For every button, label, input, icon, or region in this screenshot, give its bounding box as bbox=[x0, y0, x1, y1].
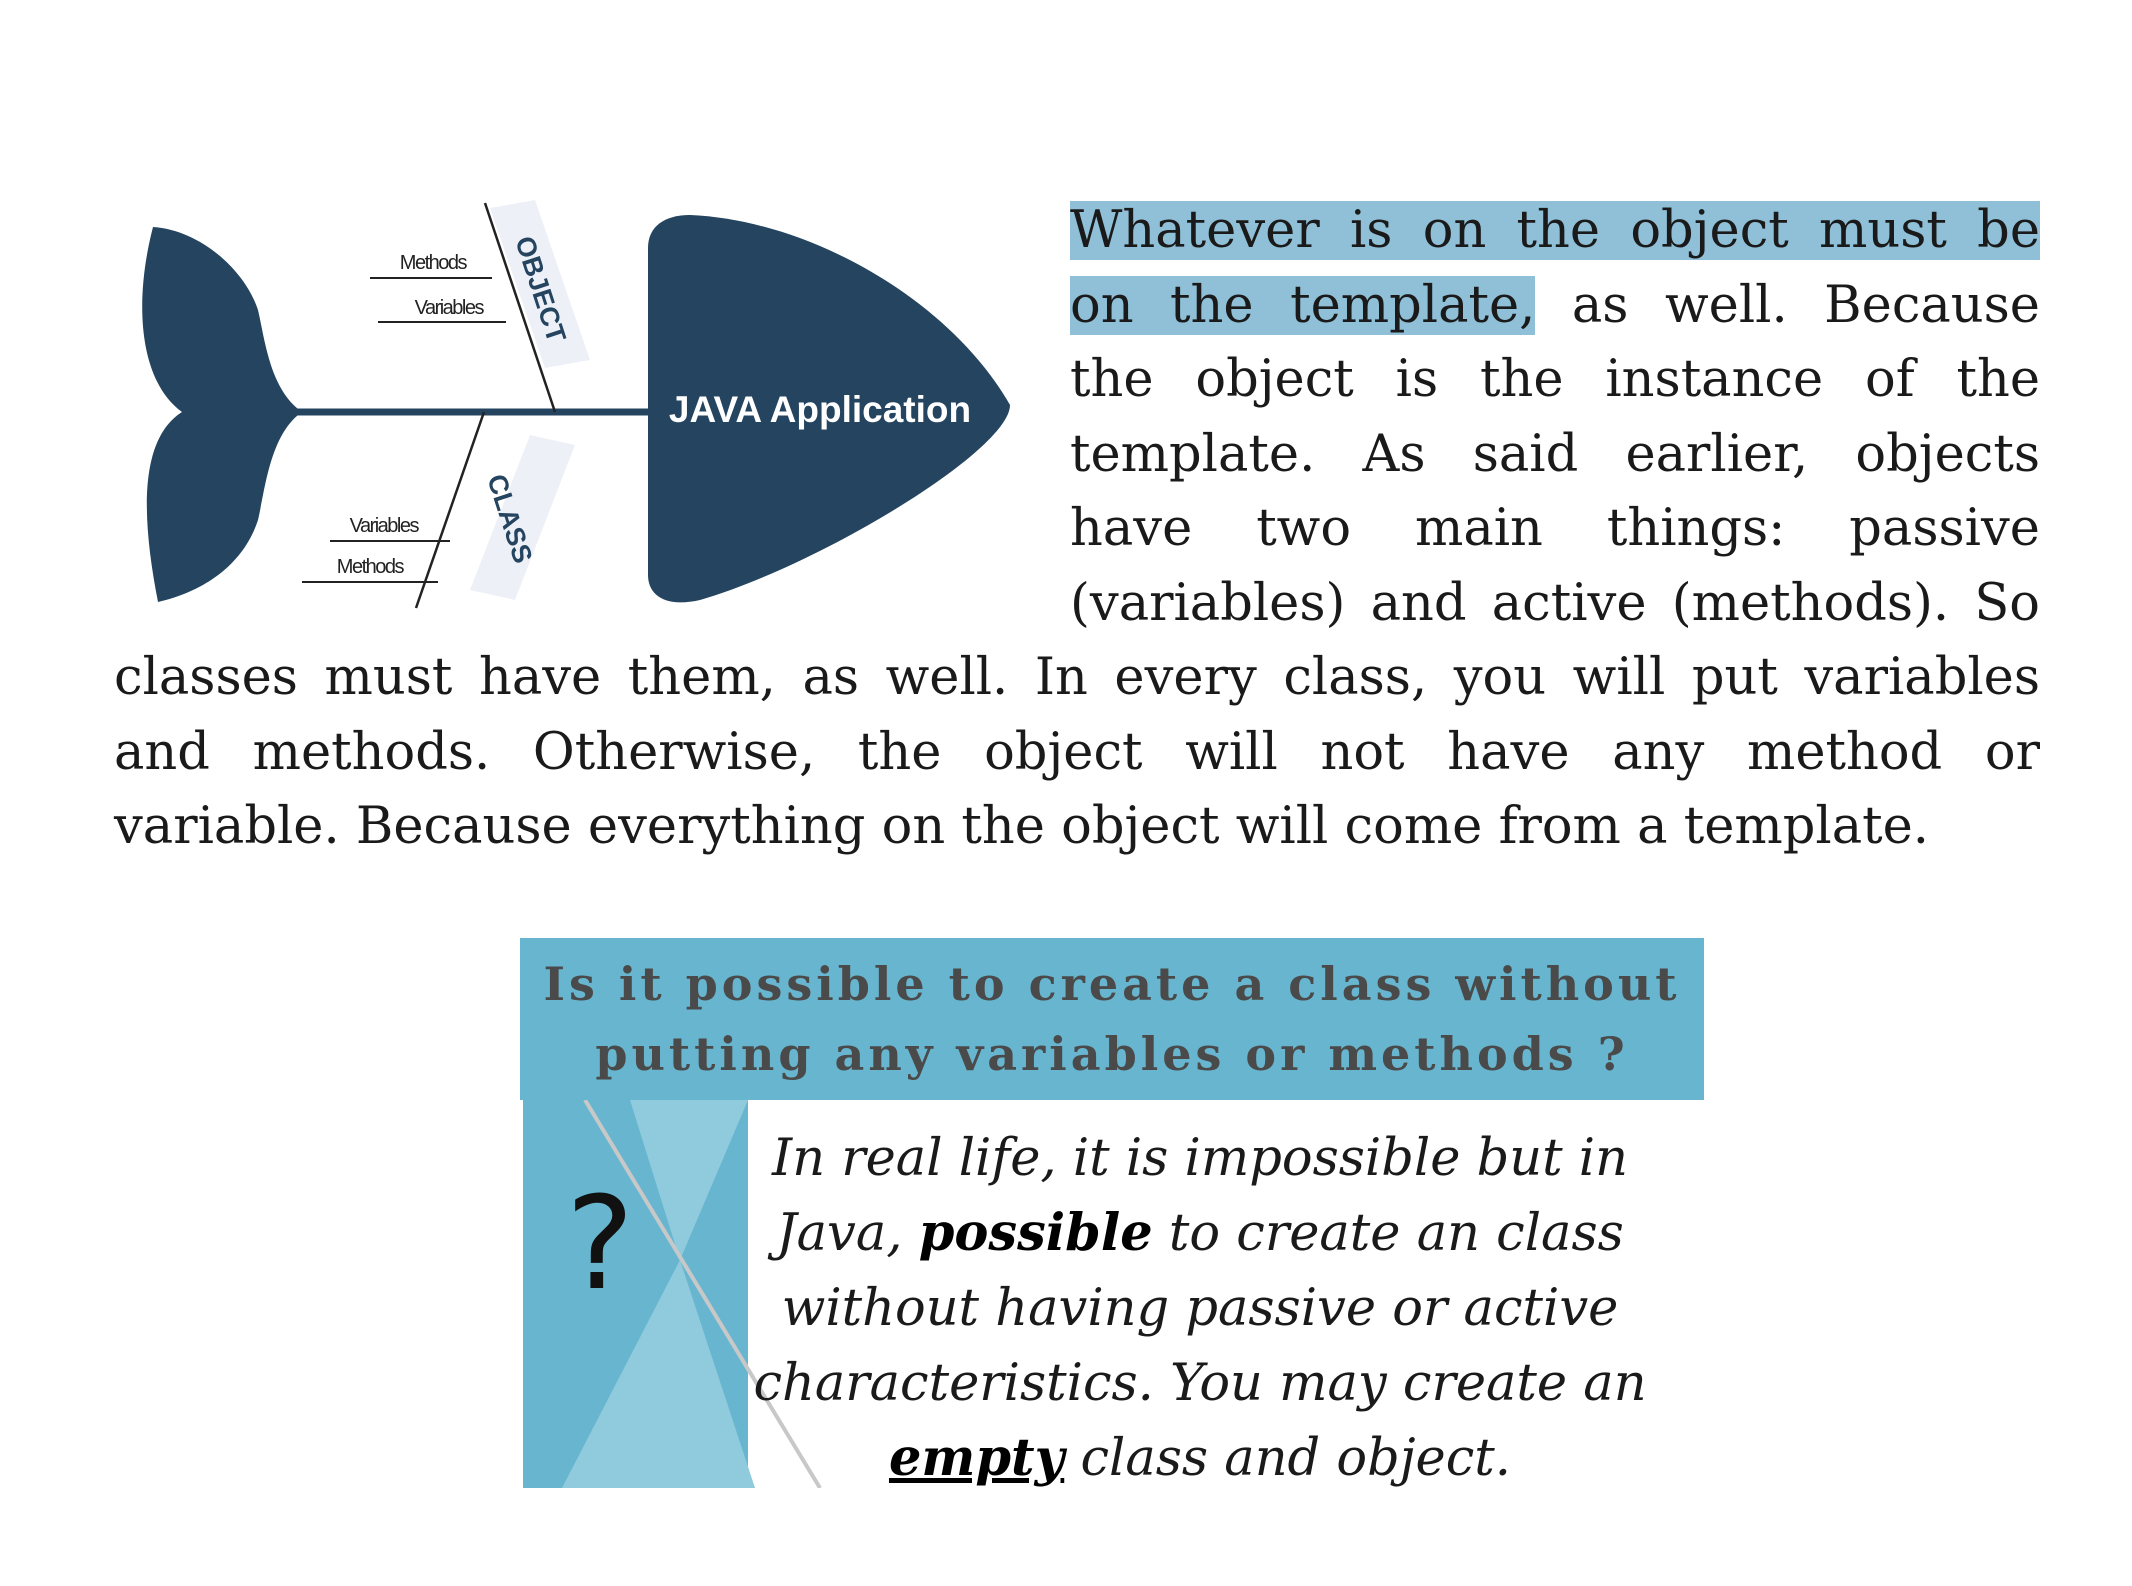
paragraph-right bbox=[1070, 194, 2040, 641]
answer-line: In real life, it is impossible but in bbox=[772, 1129, 1628, 1188]
question-header bbox=[520, 938, 1704, 1100]
answer-line: without having passive or active bbox=[781, 1279, 1619, 1338]
text-line: and methods. Otherwise, the object will not have any method or bbox=[114, 722, 2040, 782]
head-label: JAVA Application bbox=[668, 389, 972, 430]
text-line: variable. Because everything on the object will come from a template. bbox=[114, 797, 1930, 856]
highlighted-text: Whatever is on the object must be bbox=[1070, 201, 2040, 260]
answer-line: empty class and object. bbox=[888, 1428, 1512, 1488]
text-line bbox=[1070, 194, 2040, 269]
text-line: template. As said earlier, objects bbox=[1070, 424, 2040, 484]
class-branch-variables: Variables bbox=[349, 515, 418, 537]
object-label: OBJECT bbox=[509, 232, 572, 347]
question-mark-icon: ? bbox=[566, 1170, 634, 1319]
question-line: Is it possible to create a class without bbox=[543, 957, 1681, 1011]
answer-line: characteristics. You may create an bbox=[753, 1354, 1647, 1413]
fish-tail bbox=[142, 227, 302, 602]
text-line: classes must have them, as well. In every class, you will put variables bbox=[114, 648, 2040, 707]
object-branch-methods: Methods bbox=[399, 252, 466, 274]
fishbone-diagram bbox=[120, 190, 1040, 620]
text-line: on the template, as well. Because bbox=[1070, 275, 2040, 335]
class-label: CLASS bbox=[481, 470, 539, 567]
text-line: the object is the instance of the bbox=[1070, 350, 2040, 409]
text-line: (variables) and active (methods). So bbox=[1070, 573, 2040, 633]
text-line: have two main things: passive bbox=[1070, 499, 2040, 558]
question-line: putting any variables or methods ? bbox=[595, 1027, 1629, 1081]
highlighted-text: on the template, bbox=[1070, 275, 1536, 335]
class-bone bbox=[416, 412, 484, 608]
answer-line: Java, possible to create an class bbox=[776, 1203, 1624, 1263]
emphasis-empty: empty bbox=[888, 1428, 1065, 1488]
emphasis-possible: possible bbox=[918, 1203, 1153, 1263]
paragraph-full bbox=[114, 641, 2040, 865]
answer-text bbox=[735, 1121, 1665, 1496]
object-branch-variables: Variables bbox=[414, 297, 483, 319]
class-branch-methods: Methods bbox=[336, 556, 403, 578]
